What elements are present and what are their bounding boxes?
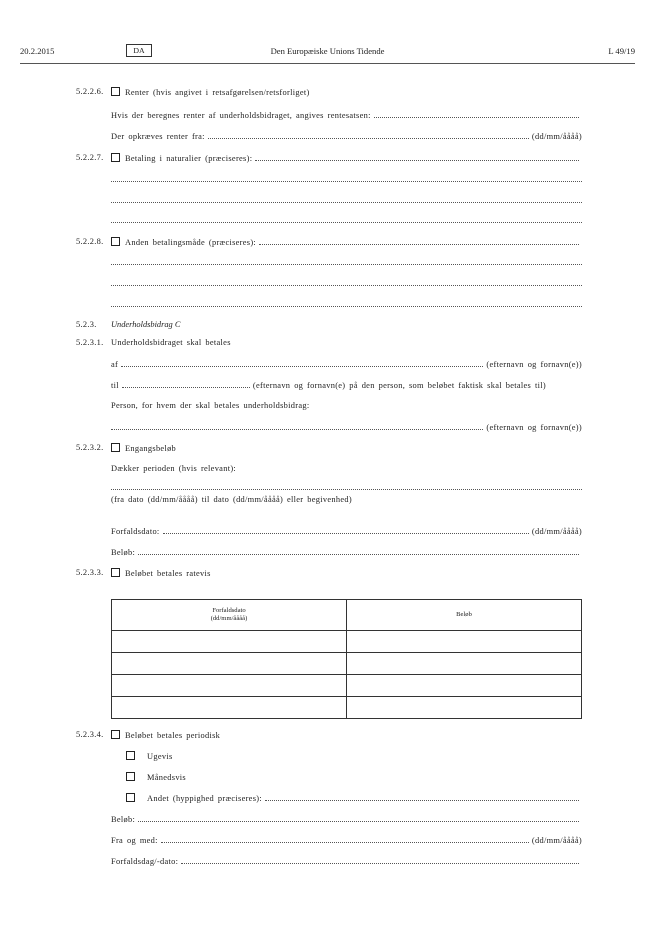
maintenance-c-title: Underholdsbidrag C bbox=[111, 320, 181, 329]
table-row bbox=[112, 631, 582, 653]
section-number: 5.2.2.7. bbox=[76, 153, 104, 162]
table-row bbox=[112, 653, 582, 675]
periodic-amount-field[interactable] bbox=[138, 813, 579, 822]
s5226-heading bbox=[111, 86, 310, 99]
beneficiary-name-field[interactable] bbox=[111, 421, 483, 430]
interest-label: Renter (hvis angivet i retsafgørelsen/retsforliget) bbox=[125, 88, 310, 97]
payee-name-field[interactable] bbox=[122, 379, 250, 388]
in-kind-label: Betaling i naturalier (præciseres): bbox=[125, 154, 253, 163]
amount-cell[interactable] bbox=[347, 675, 582, 697]
due-date-cell[interactable] bbox=[112, 675, 347, 697]
other-payment-field-line-2[interactable] bbox=[111, 264, 582, 265]
payer-suffix: (efternavn og fornavn(e)) bbox=[486, 360, 582, 369]
publication-date: 20.2.2015 bbox=[20, 46, 55, 56]
lump-amount-field[interactable] bbox=[138, 546, 579, 555]
periodic-due-row bbox=[111, 855, 582, 868]
periodic-from-suffix: (dd/mm/åååå) bbox=[531, 836, 582, 845]
lump-due-label: Forfaldsdato: bbox=[111, 527, 160, 536]
journal-title: Den Europæiske Unions Tidende bbox=[270, 46, 385, 56]
s5232-heading bbox=[111, 442, 176, 455]
table-row bbox=[112, 675, 582, 697]
section-number: 5.2.3.3. bbox=[76, 568, 104, 577]
table-row bbox=[112, 697, 582, 719]
lump-amount-label: Beløb: bbox=[111, 548, 136, 557]
beneficiary-label: Person, for hvem der skal betales underholdsbidrag: bbox=[111, 401, 310, 410]
due-date-header-label: Forfaldsdato bbox=[212, 607, 246, 614]
periodic-from-field[interactable] bbox=[161, 834, 529, 843]
table-header-row bbox=[112, 600, 582, 631]
other-frequency-field[interactable] bbox=[265, 792, 579, 801]
monthly-checkbox[interactable] bbox=[126, 772, 135, 781]
s5228-heading bbox=[111, 236, 582, 249]
amount-column-header: Beløb bbox=[347, 600, 582, 631]
period-hint: (fra dato (dd/mm/åååå) til dato (dd/mm/åååå) eller begivenhed) bbox=[111, 495, 352, 504]
payee-row bbox=[111, 379, 582, 392]
periodic-label: Beløbet betales periodisk bbox=[125, 731, 221, 740]
weekly-checkbox[interactable] bbox=[126, 751, 135, 760]
weekly-label: Ugevis bbox=[147, 752, 173, 761]
lump-sum-label: Engangsbeløb bbox=[125, 444, 177, 453]
amount-cell[interactable] bbox=[347, 653, 582, 675]
payee-label: til bbox=[111, 381, 119, 390]
other-payment-field-line-3[interactable] bbox=[111, 285, 582, 286]
section-number: 5.2.3.2. bbox=[76, 443, 104, 452]
periodic-amount-label: Beløb: bbox=[111, 815, 136, 824]
periodic-checkbox[interactable] bbox=[111, 730, 120, 739]
installments-table bbox=[111, 599, 582, 719]
payer-row bbox=[111, 358, 582, 371]
option-monthly bbox=[126, 771, 186, 784]
header-divider bbox=[20, 63, 635, 64]
other-payment-checkbox[interactable] bbox=[111, 237, 120, 246]
payable-label: Underholdsbidraget skal betales bbox=[111, 338, 231, 347]
beneficiary-suffix: (efternavn og fornavn(e)) bbox=[486, 423, 582, 432]
periodic-amount-row bbox=[111, 813, 582, 826]
lump-due-field[interactable] bbox=[163, 525, 529, 534]
periodic-due-field[interactable] bbox=[181, 855, 579, 864]
amount-cell[interactable] bbox=[347, 697, 582, 719]
due-date-cell[interactable] bbox=[112, 631, 347, 653]
page-header bbox=[20, 44, 635, 60]
periodic-from-row bbox=[111, 834, 582, 847]
language-badge: DA bbox=[126, 44, 152, 57]
interest-rate-field[interactable] bbox=[374, 109, 579, 118]
in-kind-field[interactable] bbox=[255, 152, 579, 161]
due-date-header-format: (dd/mm/åååå) bbox=[210, 615, 248, 622]
section-number: 5.2.2.8. bbox=[76, 237, 104, 246]
s5227-heading bbox=[111, 152, 582, 165]
installments-label: Beløbet betales ratevis bbox=[125, 569, 211, 578]
due-date-column-header bbox=[112, 600, 347, 631]
period-field[interactable] bbox=[111, 489, 582, 490]
in-kind-field-line-3[interactable] bbox=[111, 202, 582, 203]
lump-due-suffix: (dd/mm/åååå) bbox=[531, 527, 582, 536]
periodic-due-label: Forfaldsdag/-dato: bbox=[111, 857, 179, 866]
payer-name-field[interactable] bbox=[121, 358, 483, 367]
other-payment-field-line-4[interactable] bbox=[111, 306, 582, 307]
other-frequency-checkbox[interactable] bbox=[126, 793, 135, 802]
period-label: Dækker perioden (hvis relevant): bbox=[111, 464, 237, 473]
option-weekly bbox=[126, 750, 173, 763]
due-date-cell[interactable] bbox=[112, 653, 347, 675]
section-number: 5.2.3.4. bbox=[76, 730, 104, 739]
interest-rate-label: Hvis der beregnes renter af underholdsbidraget, angives rentesatsen: bbox=[111, 111, 371, 120]
in-kind-field-line-4[interactable] bbox=[111, 222, 582, 223]
interest-from-label: Der opkræves renter fra: bbox=[111, 132, 205, 141]
beneficiary-row bbox=[111, 421, 582, 434]
in-kind-field-line-2[interactable] bbox=[111, 181, 582, 182]
payee-suffix: (efternavn og fornavn(e) på den person, som beløbet faktisk skal betales til) bbox=[252, 381, 546, 390]
other-frequency-label: Andet (hyppighed præciseres): bbox=[147, 794, 262, 803]
s5233-heading bbox=[111, 567, 211, 580]
monthly-label: Månedsvis bbox=[147, 773, 186, 782]
other-payment-label: Anden betalingsmåde (præciseres): bbox=[125, 238, 257, 247]
amount-cell[interactable] bbox=[347, 631, 582, 653]
lump-sum-checkbox[interactable] bbox=[111, 443, 120, 452]
interest-from-row bbox=[111, 130, 582, 143]
in-kind-checkbox[interactable] bbox=[111, 153, 120, 162]
s5234-heading bbox=[111, 729, 220, 742]
lump-due-row bbox=[111, 525, 582, 538]
page-reference: L 49/19 bbox=[608, 46, 635, 56]
lump-amount-row bbox=[111, 546, 582, 559]
installments-checkbox[interactable] bbox=[111, 568, 120, 577]
option-other bbox=[126, 792, 582, 805]
due-date-cell[interactable] bbox=[112, 697, 347, 719]
periodic-from-label: Fra og med: bbox=[111, 836, 158, 845]
date-format-hint: (dd/mm/åååå) bbox=[531, 132, 582, 141]
interest-checkbox[interactable] bbox=[111, 87, 120, 96]
section-number: 5.2.3. bbox=[76, 320, 97, 329]
section-number: 5.2.2.6. bbox=[76, 87, 104, 96]
interest-rate-row bbox=[111, 109, 582, 122]
interest-from-field[interactable] bbox=[208, 130, 529, 139]
payer-label: af bbox=[111, 360, 119, 369]
section-number: 5.2.3.1. bbox=[76, 338, 104, 347]
other-payment-field[interactable] bbox=[259, 236, 579, 245]
